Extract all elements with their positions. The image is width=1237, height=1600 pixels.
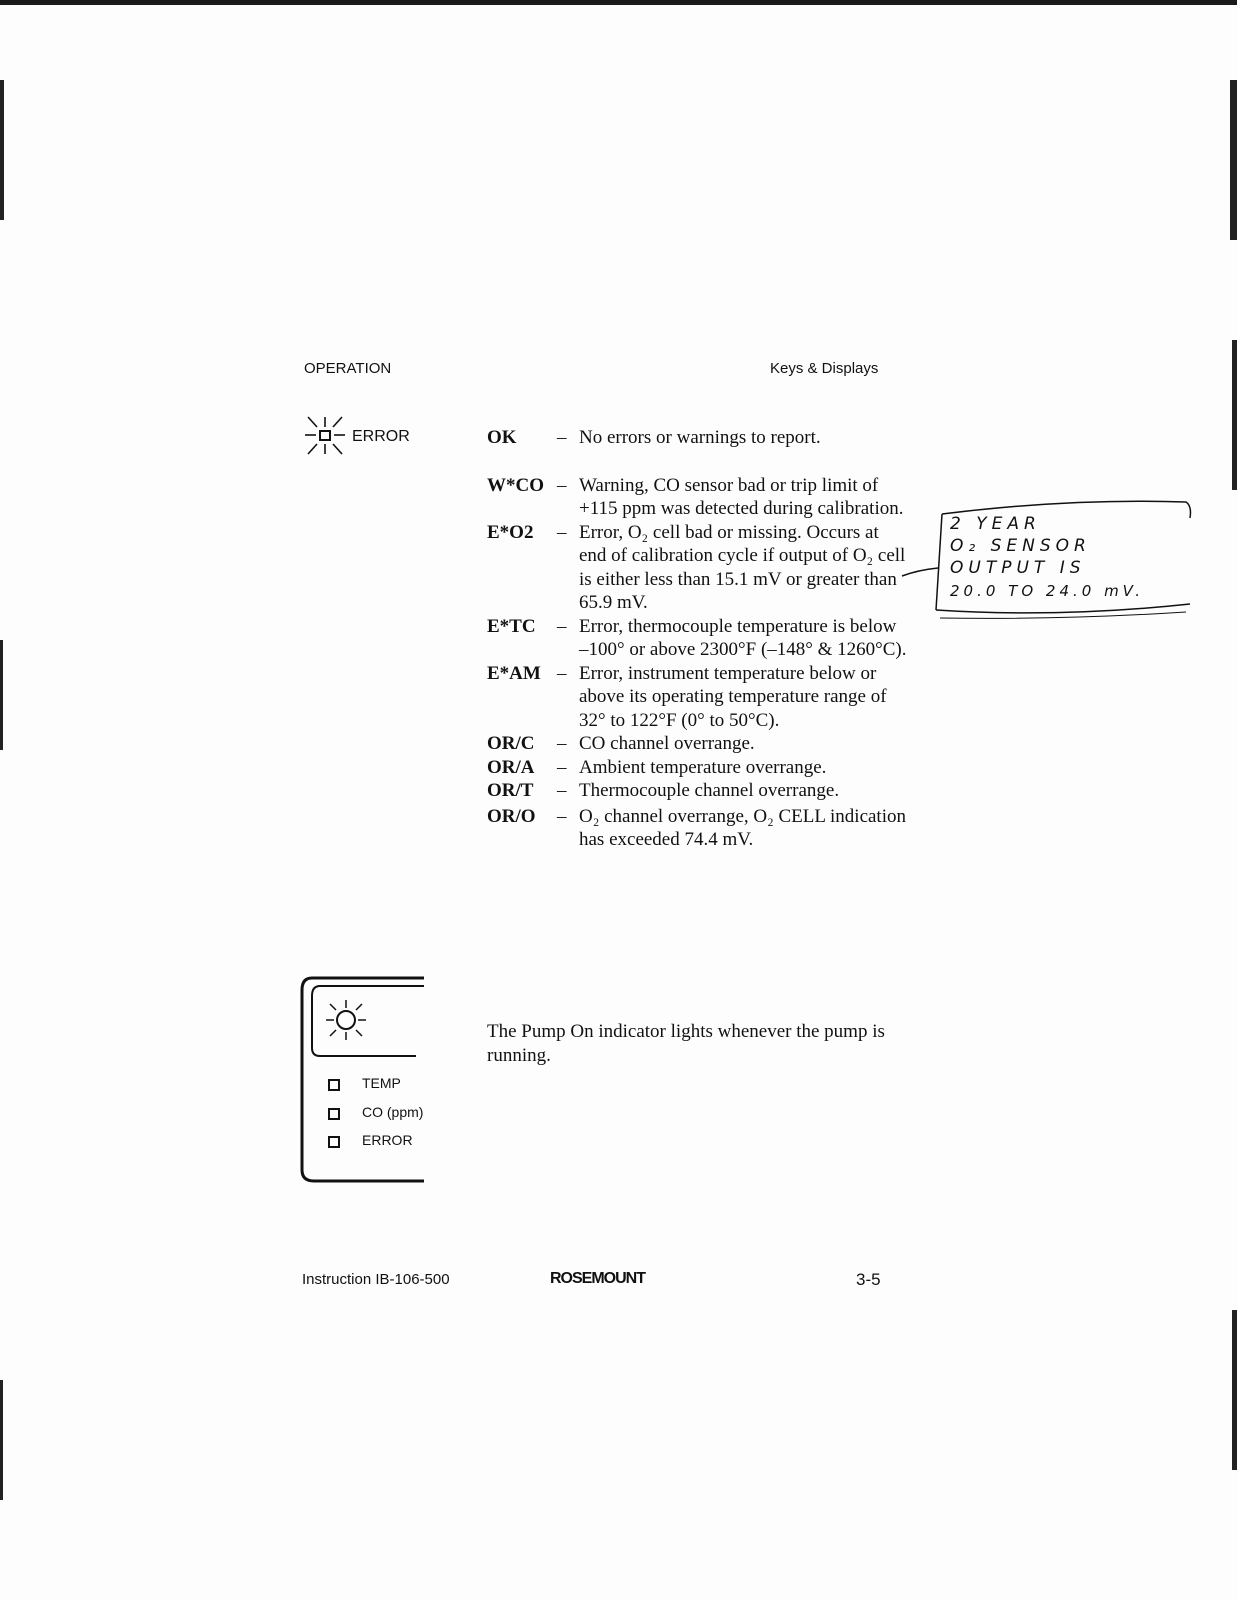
code-row-eam: [487, 662, 907, 733]
temp-indicator-box: [328, 1079, 340, 1091]
page-number: 3-5: [856, 1270, 881, 1289]
scan-right-edge-3: [1232, 1310, 1237, 1470]
code-wco: W*CO: [487, 474, 544, 496]
dash: –: [557, 756, 567, 778]
co-indicator-label: CO (ppm): [362, 1104, 424, 1120]
code-row-ok: [487, 426, 907, 450]
section-header: OPERATION: [304, 360, 392, 377]
code-etc: E*TC: [487, 615, 536, 637]
note-line-1: 2 YEAR: [950, 514, 1041, 534]
scan-left-edge-3: [0, 1380, 3, 1500]
topic-header: Keys & Displays: [770, 360, 879, 377]
scan-top-edge: [0, 0, 1237, 5]
code-eo2: E*O2: [487, 521, 534, 543]
flashing-light-icon: [302, 414, 350, 463]
temp-indicator-label: TEMP: [362, 1075, 401, 1091]
pump-indicator-panel: [300, 976, 424, 1183]
error-code-list: [487, 426, 907, 852]
dash: –: [557, 733, 567, 754]
code-ora-desc: Ambient temperature overrange.: [579, 756, 827, 778]
dash: –: [557, 427, 567, 448]
scan-right-edge-2: [1232, 340, 1237, 490]
note-line-4: 20.0 TO 24.0 mV.: [950, 582, 1144, 600]
code-row-etc: [487, 615, 907, 662]
scan-left-edge: [0, 80, 4, 220]
code-eo2-desc: Error, O₂ cell bad or missing. Occurs at end of calibration cycle if output of O₂ cell is either less than 15.1 mV or greater than 65.9 mV.: [579, 521, 906, 613]
note-line-3: OUTPUT IS: [950, 558, 1086, 578]
dash: –: [557, 780, 567, 801]
code-ok: OK: [487, 427, 517, 448]
code-ort: OR/T: [487, 780, 534, 801]
error-indicator-label: ERROR: [352, 428, 410, 445]
error-panel-label: ERROR: [362, 1132, 413, 1148]
code-wco-desc: Warning, CO sensor bad or trip limit of +115 ppm was detected during calibration.: [579, 474, 904, 519]
code-row-oro: [487, 805, 907, 852]
code-row-ora: [487, 756, 907, 780]
code-ora: OR/A: [487, 756, 535, 778]
handwritten-note: [900, 494, 1196, 624]
code-ort-desc: Thermocouple channel overrange.: [579, 780, 840, 801]
note-line-2: O₂ SENSOR: [950, 536, 1091, 556]
code-eam-desc: Error, instrument temperature below or above its operating temperature range of 32° to 122°F (0° to 50°C).: [579, 662, 887, 731]
code-row-ort: [487, 779, 907, 803]
instruction-number: Instruction IB-106-500: [302, 1271, 450, 1288]
code-oro-desc: O₂ channel overrange, O₂ CELL indication has exceeded 74.4 mV.: [579, 805, 906, 850]
dash: –: [557, 521, 567, 543]
code-orc: OR/C: [487, 733, 535, 754]
code-orc-desc: CO channel overrange.: [579, 733, 755, 754]
dash: –: [557, 805, 567, 827]
dash: –: [557, 662, 567, 684]
pump-description: The Pump On indicator lights whenever the pump is running.: [487, 1021, 885, 1066]
code-row-wco: [487, 474, 907, 521]
code-etc-desc: Error, thermocouple temperature is below –100° or above 2300°F (–148° & 1260°C).: [579, 615, 907, 660]
code-oro: OR/O: [487, 805, 536, 827]
code-ok-desc: No errors or warnings to report.: [579, 427, 821, 448]
code-row-orc: [487, 732, 907, 756]
error-indicator-box: [328, 1136, 340, 1148]
code-row-eo2: [487, 521, 907, 615]
co-indicator-box: [328, 1108, 340, 1120]
dash: –: [557, 615, 567, 637]
code-eam: E*AM: [487, 662, 541, 684]
scan-left-edge-2: [0, 640, 3, 750]
rosemount-logo: ROSEMOUNT: [550, 1270, 645, 1287]
scan-right-edge: [1230, 80, 1237, 240]
dash: –: [557, 474, 567, 496]
